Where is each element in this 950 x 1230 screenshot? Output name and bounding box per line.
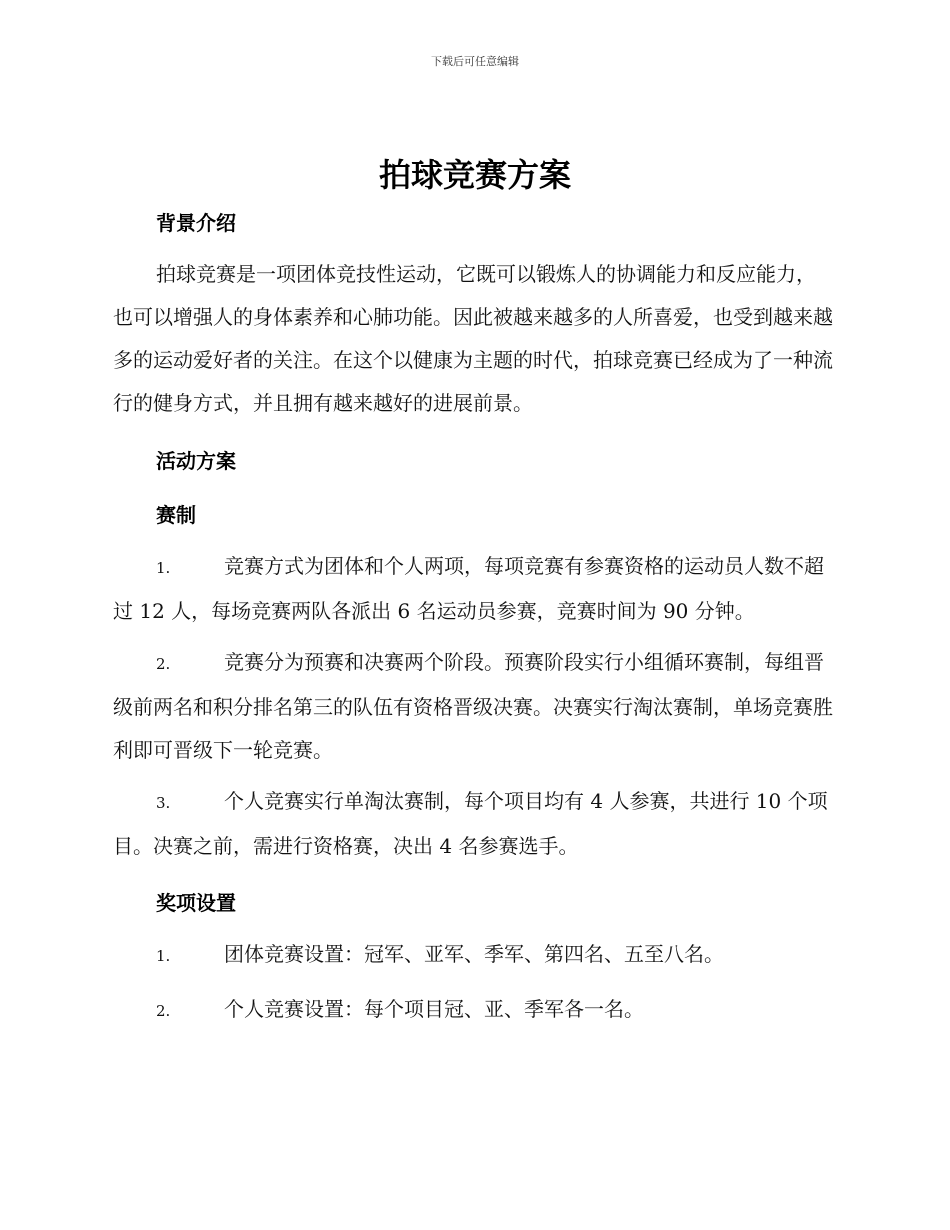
list-item [113,988,837,1033]
list-number: 2. [156,655,171,673]
list-item [113,780,837,868]
list-item [113,641,837,772]
page-header-note: 下载后可任意编辑 [431,55,519,68]
list-number: 3. [156,794,171,812]
heading-activity: 活动方案 [156,449,236,473]
list-text: 竞赛方式为团体和个人两项，每项竞赛有参赛资格的运动员人数不超过 12 人，每场竞赛两队各派出 6 名运动员参赛，竞赛时间为 90 分钟。 [113,554,824,623]
list-text: 个人竞赛设置：每个项目冠、亚、季军各一名。 [224,997,644,1021]
list-text: 团体竞赛设置：冠军、亚军、季军、第四名、五至八名。 [224,942,724,966]
list-number: 1. [156,559,171,577]
list-number: 1. [156,947,171,965]
list-text: 竞赛分为预赛和决赛两个阶段。预赛阶段实行小组循环赛制，每组晋级前两名和积分排名第三的队伍有资格晋级决赛。决赛实行淘汰赛制，单场竞赛胜利即可晋级下一轮竞赛。 [113,650,833,762]
heading-awards: 奖项设置 [156,891,236,915]
paragraph-background: 拍球竞赛是一项团体竞技性运动，它既可以锻炼人的协调能力和反应能力，也可以增强人的身体素养和心肺功能。因此被越来越多的人所喜爱，也受到越来越多的运动爱好者的关注。在这个以健康为主题的时代，拍球竞赛已经成为了一种流行的健身方式，并且拥有越来越好的进展前景。 [113,262,833,415]
heading-background: 背景介绍 [156,211,236,235]
list-number: 2. [156,1002,171,1020]
list-item [113,933,837,978]
heading-format: 赛制 [156,503,196,527]
list-item [113,545,837,633]
list-text: 个人竞赛实行单淘汰赛制，每个项目均有 4 人参赛，共进行 10 个项目。决赛之前，需进行资格赛，决出 4 名参赛选手。 [113,789,828,858]
document-title: 拍球竞赛方案 [378,156,571,194]
